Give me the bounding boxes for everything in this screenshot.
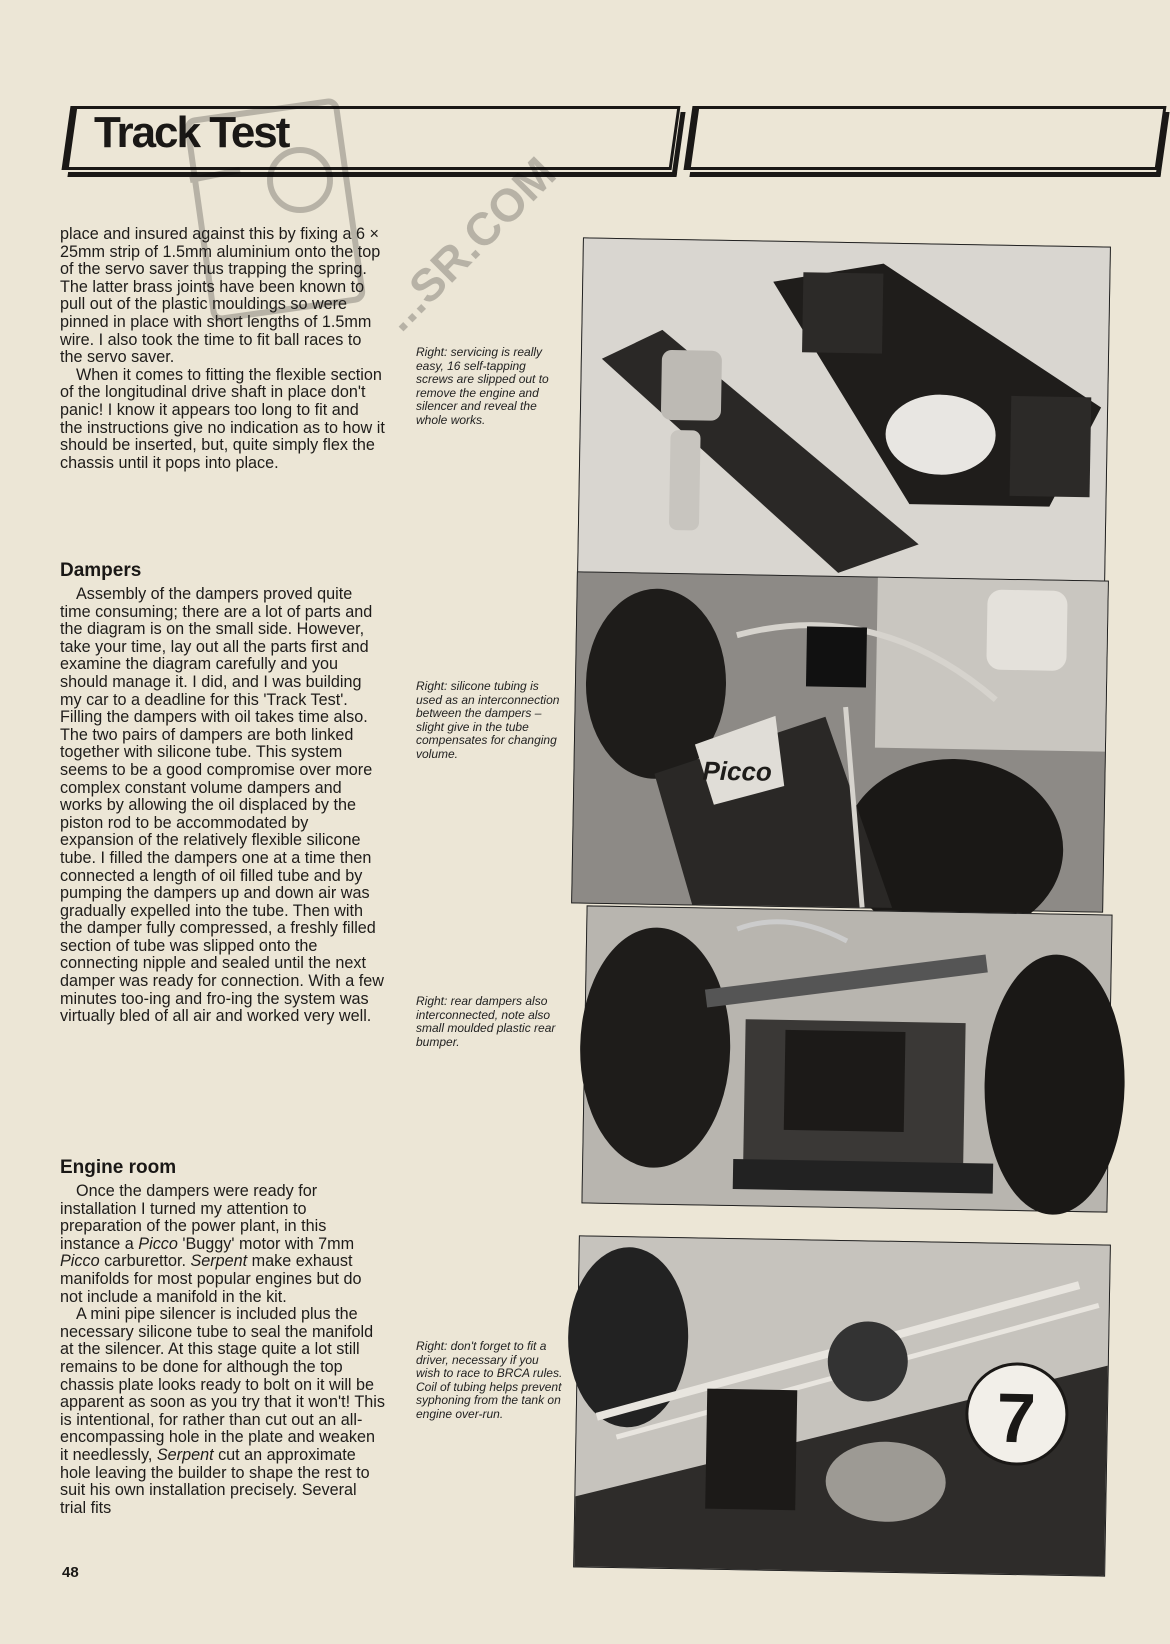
photo-chassis-overview — [577, 237, 1111, 584]
photo-rear-dampers — [581, 905, 1112, 1212]
engine-p2-a: A mini pipe silencer is included plus the necessary silicone tube to seal the manifold at the silencer. At this stage quite a lot still remains to be done for although the top chassis plate looks ready to bolt on it will be apparent as soon as you try that it won't! This is intentional, for rather than cut out an all-encompassing hole in the plate and weaken it needlessly, — [60, 1305, 385, 1464]
engine-p1-serpent: Serpent — [190, 1252, 248, 1271]
header-title: Track Test — [94, 108, 289, 157]
photo-picco-label: Picco — [702, 755, 773, 787]
engine-p1-b: 'Buggy' motor with 7mm — [177, 1234, 355, 1253]
caption-photo-1: Right: servicing is really easy, 16 self-tapping screws are slipped out to remove the engine and silencer and reveal the whole works. — [416, 345, 549, 427]
intro-text — [60, 226, 385, 472]
engine-p2-serpent: Serpent — [156, 1445, 214, 1464]
caption-photo-3: Right: rear dampers also interconnected, note also small moulded plastic rear bumper. — [416, 994, 556, 1049]
intro-paragraph-2: When it comes to fitting the flexible section of the longitudinal drive shaft in place don't panic! I know it appears too long to fit and the instructions give no indication as to how it should be inserted, but, quite simply flex the chassis until it pops into place. — [60, 365, 385, 472]
engine-heading: Engine room — [60, 1157, 177, 1178]
caption-photo-4: Right: don't forget to fit a driver, necessary if you wish to race to BRCA rules. Coil of tubing helps prevent syphoning from the tank on engine over-run. — [416, 1339, 563, 1421]
header-box-right — [684, 106, 1167, 170]
photo-front-dampers — [571, 571, 1109, 912]
engine-paragraph-2 — [60, 1306, 385, 1517]
photo-driver-figure — [573, 1235, 1111, 1576]
watermark-text: ...SR.COM — [371, 146, 566, 341]
caption-photo-2: Right: silicone tubing is used as an interconnection between the dampers – slight give in the tube compensates for changing volume. — [416, 679, 560, 761]
photo-car-number: 7 — [996, 1378, 1037, 1458]
dampers-paragraph: Assembly of the dampers proved quite time consuming; there are a lot of parts and the diagram is on the small side. However, take your time, lay out all the parts first and examine the diagram carefully and you should manage it. I did, and I was building my car to a deadline for this 'Track Test'. Filling the dampers with oil takes time also. The two pairs of dampers are both linked together with silicone tube. This system seems to be a good compromise over more complex constant volume dampers and works by allowing the oil displaced by the piston rod to be accommodated by expansion of the relatively flexible silicone tube. I filled the dampers one at a time then connected a length of oil filled tube and by pumping the dampers up and down air was gradually expelled into the tube. Then with the damper fully compressed, a freshly filled section of tube was slipped onto the connecting nipple and sealed until the next damper was ready for connection. With a few minutes too-ing and fro-ing the system was virtually bled of all air and worked very well. — [60, 585, 384, 1026]
engine-paragraph-1 — [60, 1183, 385, 1306]
engine-p1-a: Once the dampers were ready for installation I turned my attention to preparation of the power plant, in this instance a — [60, 1182, 327, 1253]
engine-p2-b: cut an approximate hole leaving the builder to shape the rest to suit his own installation precisely. Several trial fits — [60, 1445, 370, 1517]
engine-p1-picco: Picco — [138, 1234, 178, 1253]
engine-p1-c: carburettor. — [99, 1252, 191, 1271]
engine-p1-picco2: Picco — [60, 1252, 100, 1271]
page-number: 48 — [62, 1564, 79, 1581]
dampers-text — [60, 586, 385, 1026]
intro-paragraph-1: place and insured against this by fixing a 6 × 25mm strip of 1.5mm aluminium onto the top of the servo saver thus trapping the spring. The latter brass joints have been known to pull out of the plastic mouldings so were pinned in place with short lengths of 1.5mm wire. I also took the time to fit ball races to the servo saver. — [60, 225, 381, 367]
engine-p1-d: make exhaust manifolds for most popular engines but do not include a manifold in the kit. — [60, 1252, 362, 1306]
engine-text — [60, 1183, 385, 1517]
dampers-heading: Dampers — [60, 560, 142, 581]
